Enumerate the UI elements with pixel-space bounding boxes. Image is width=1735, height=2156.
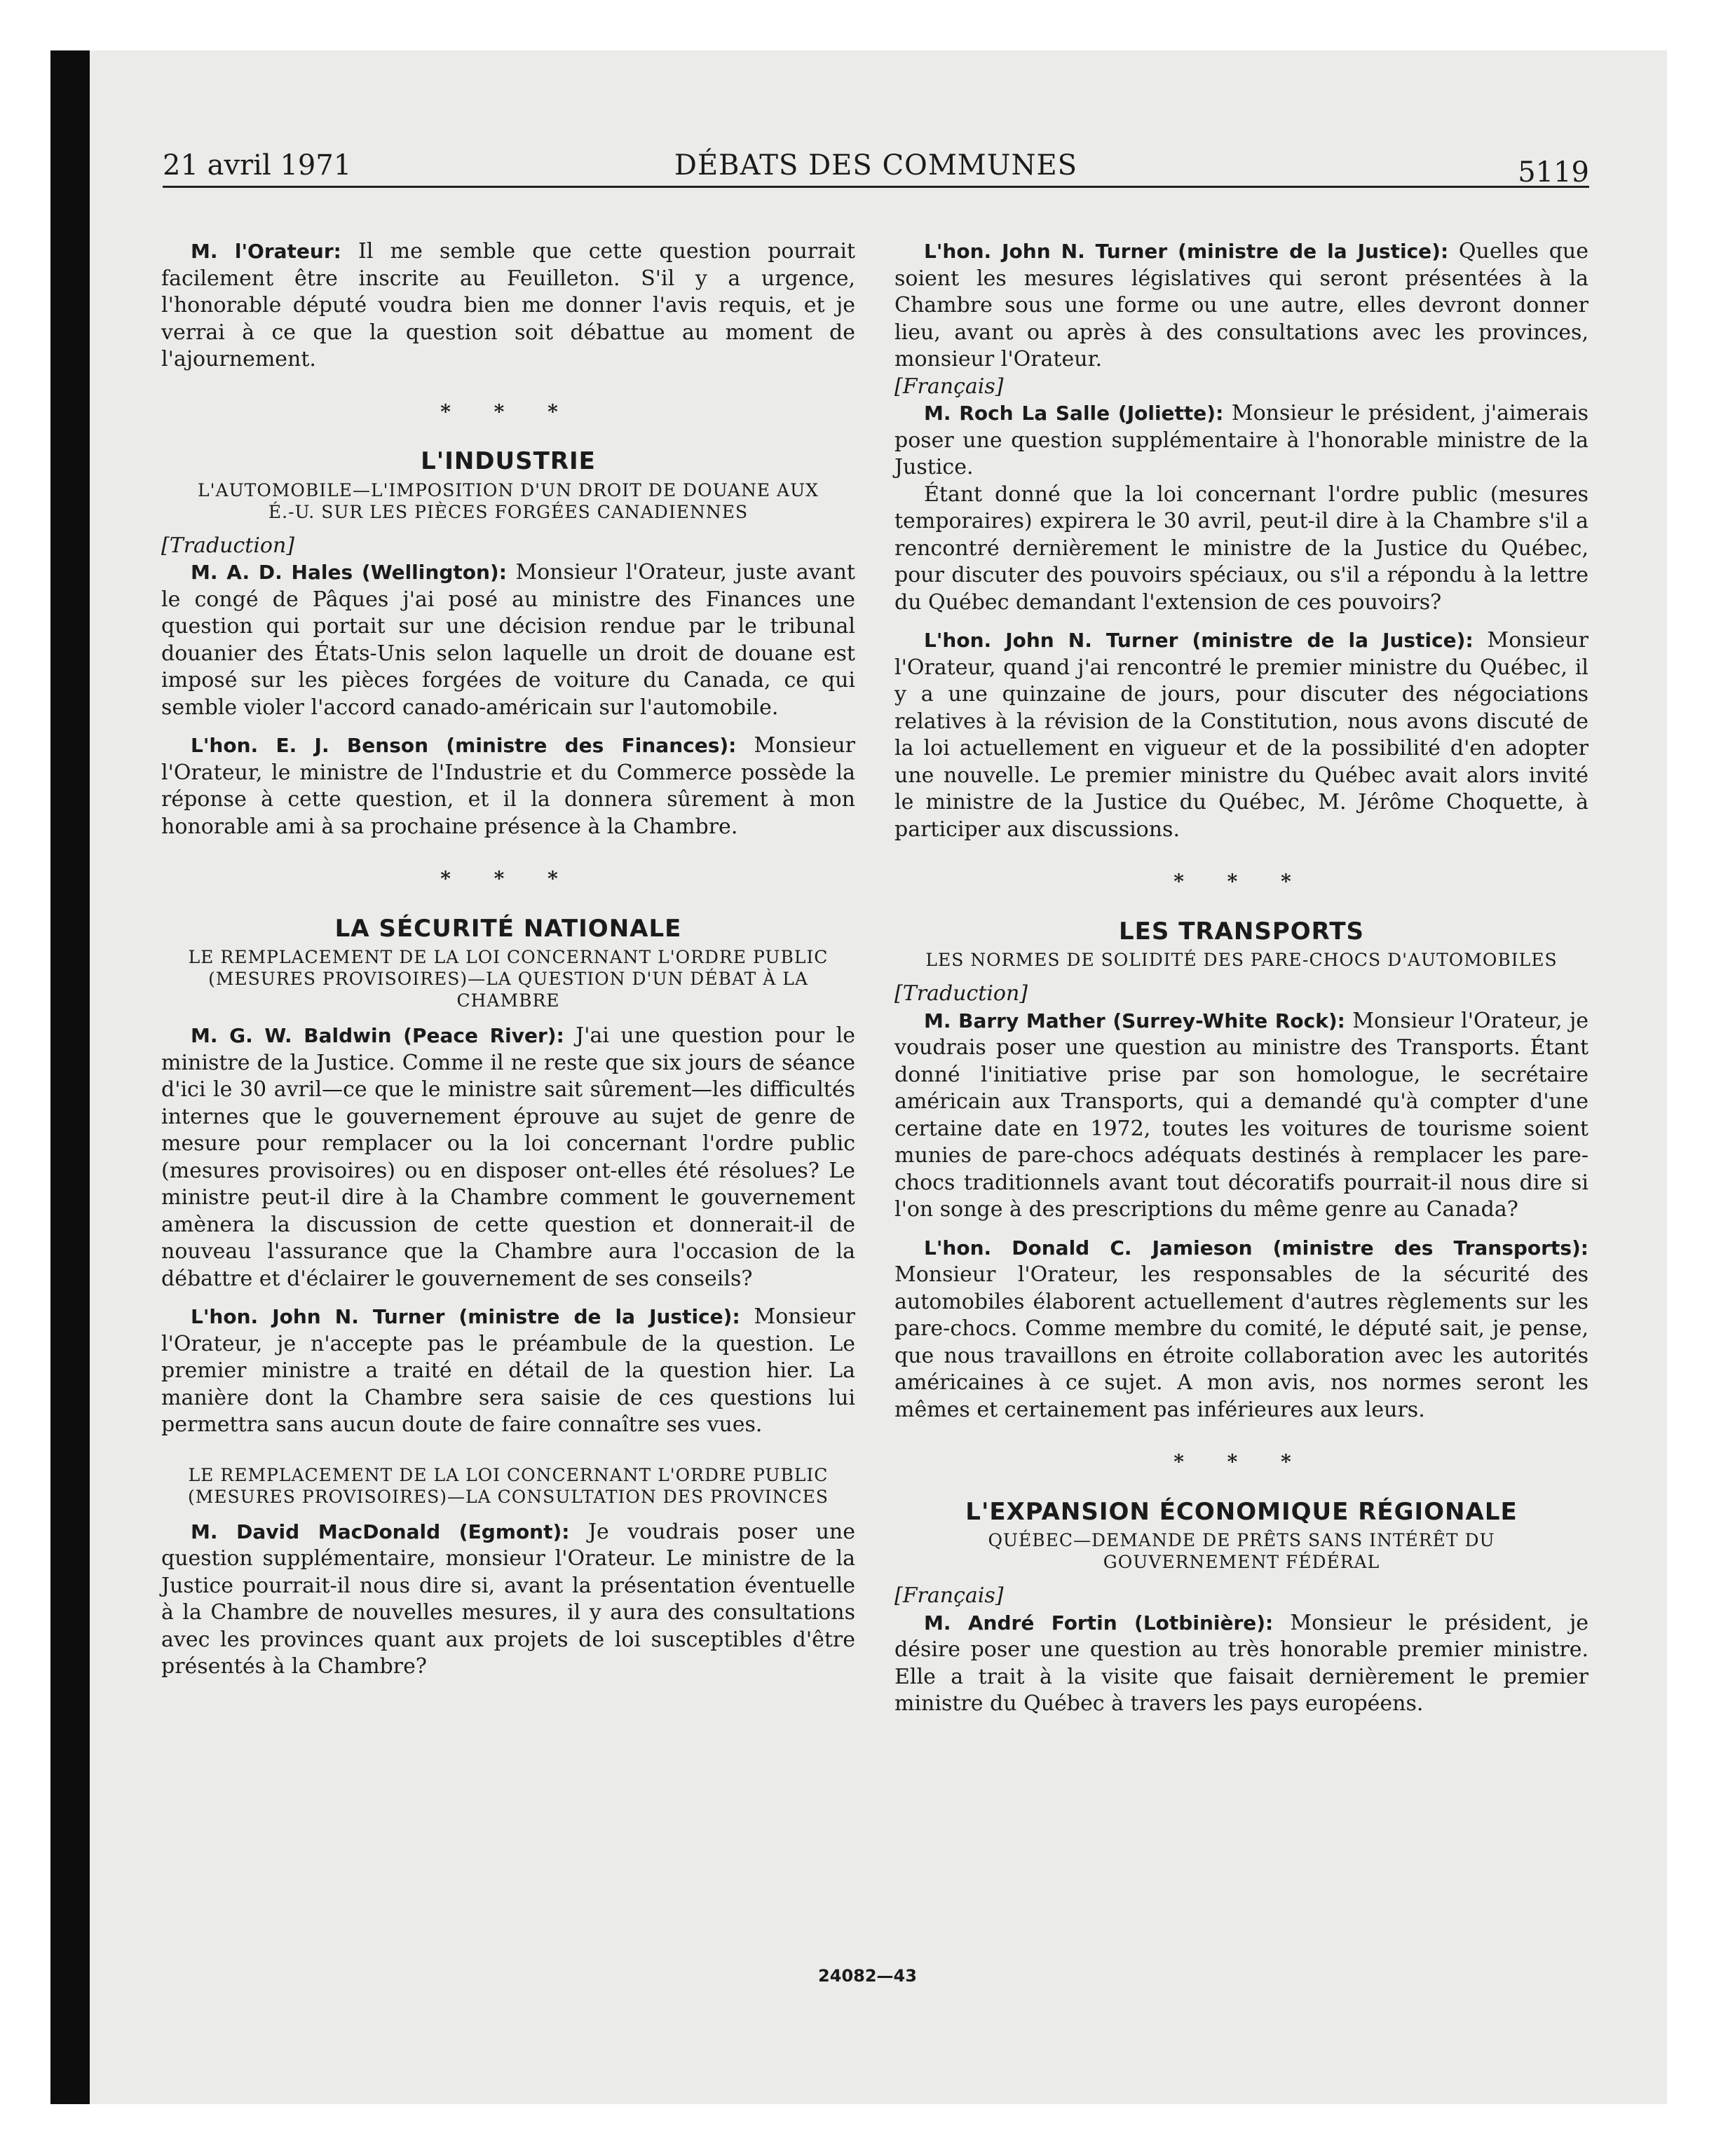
section-heading: LA SÉCURITÉ NATIONALE bbox=[334, 914, 682, 943]
page-number: 5119 bbox=[1518, 156, 1589, 189]
printer-signature: 24082—43 bbox=[818, 1966, 917, 1986]
scan-border bbox=[50, 50, 90, 2104]
paragraph-text: Étant donné que la loi concernant l'ordre public (mesures temporaires) expirera le 30 avril, peut-il dire à la Chambre s'il a rencontré dernièrement le ministre de la Justice du Québec, pour discuter des pouvoirs spéciaux, ou s'il a répondu à la lettre du Québec demandant l'extension de ces pouvoirs? bbox=[894, 482, 1588, 615]
speaker: M. l'Orateur: bbox=[191, 240, 341, 263]
paragraph bbox=[894, 1008, 1588, 1224]
subsection-heading: L'AUTOMOBILE—L'IMPOSITION D'UN DROIT DE DOUANE AUX É.-U. SUR LES PIÈCES FORGÉES CANADIENNES bbox=[198, 479, 819, 522]
paragraph-text: Monsieur l'Orateur, je n'accepte pas le préambule de la question. Le premier ministre a traité en détail de la question hier. La manière dont la Chambre sera saisie de ces questions lui permettra sans aucun doute de faire connaître ses vues. bbox=[161, 1304, 855, 1437]
speaker: L'hon. John N. Turner (ministre de la Justice): bbox=[924, 629, 1474, 652]
language-note: [Français] bbox=[894, 1583, 1004, 1608]
section-divider: * * * bbox=[440, 400, 576, 423]
paragraph bbox=[894, 482, 1588, 617]
speaker: M. G. W. Baldwin (Peace River): bbox=[191, 1024, 564, 1047]
section-divider: * * * bbox=[440, 867, 576, 890]
paragraph-text: Monsieur l'Orateur, quand j'ai rencontré le premier ministre du Québec, il y a une quinzaine de jours, pour discuter des négociations relatives à la révision de la Constitution, nous avons discuté de la loi actuellement en vigueur et de la possibilité d'en adopter une nouvelle. Le premier ministre du Québec avait alors invité le ministre de la Justice du Québec, M. Jérôme Choquette, à participer aux discussions. bbox=[894, 628, 1588, 842]
speaker: M. André Fortin (Lotbinière): bbox=[924, 1611, 1274, 1635]
subsection-heading: LE REMPLACEMENT DE LA LOI CONCERNANT L'ORDRE PUBLIC (MESURES PROVISOIRES)—LA CONSULTATION DES PROVINCES bbox=[187, 1464, 829, 1507]
speaker: M. Barry Mather (Surrey-White Rock): bbox=[924, 1009, 1345, 1032]
paragraph bbox=[894, 1610, 1588, 1718]
paragraph-text: Monsieur l'Orateur, le ministre de l'Industrie et du Commerce possède la réponse à cette question, et il la donnera sûrement à mon honorable ami à sa prochaine présence à la Chambre. bbox=[161, 733, 856, 839]
speaker: L'hon. John N. Turner (ministre de la Justice): bbox=[191, 1305, 740, 1328]
header-date: 21 avril 1971 bbox=[163, 149, 352, 182]
paragraph bbox=[161, 238, 855, 374]
paragraph bbox=[161, 559, 855, 721]
speaker: M. David MacDonald (Egmont): bbox=[191, 1520, 570, 1543]
paragraph-text: Il me semble que cette question pourrait facilement être inscrite au Feuilleton. S'il y a urgence, l'honorable député voudra bien me donner l'avis requis, et je verrai à ce que la question soit débattue au moment de l'ajournement. bbox=[161, 239, 855, 371]
paragraph-text: J'ai une question pour le ministre de la Justice. Comme il ne reste que six jours de séance d'ici le 30 avril—ce que le ministre sait sûrement—les difficultés internes que le gouvernement éprouve au sujet de genre de mesure pour remplacer ou la loi concernant l'ordre public (mesures provisoires) ou en disposer ont-elles été résolues? Le ministre peut-il dire à la Chambre comment le gouvernement amènera la discussion de cette question et donnerait-il de nouveau l'assurance que la Chambre aura l'occasion de la débattre et d'éclairer le gouvernement de ses conseils? bbox=[161, 1023, 855, 1291]
paragraph-text: Monsieur l'Orateur, les responsables de la sécurité des automobiles élaborent actuellement d'autres règlements sur les pare-chocs. Comme membre du comité, le député sait, je pense, que nous travaillons en étroite collaboration avec les autorités américaines à ce sujet. A mon avis, nos normes seront les mêmes et certainement pas inférieures aux leurs. bbox=[894, 1262, 1588, 1422]
paragraph bbox=[161, 1519, 855, 1681]
speaker: L'hon. John N. Turner (ministre de la Justice): bbox=[924, 240, 1449, 263]
section-heading: LES TRANSPORTS bbox=[1119, 917, 1364, 946]
paragraph bbox=[894, 238, 1588, 374]
paragraph-text: Quelles que soient les mesures législatives qui seront présentées à la Chambre sous une forme ou une autre, elles devront donner lieu, avant ou après à des consultations avec les provinces, monsieur l'Orateur. bbox=[894, 239, 1588, 371]
speaker: M. Roch La Salle (Joliette): bbox=[924, 402, 1224, 425]
paragraph bbox=[894, 400, 1588, 482]
paragraph bbox=[161, 732, 855, 840]
paragraph bbox=[894, 1235, 1588, 1424]
subsection-heading: QUÉBEC—DEMANDE DE PRÊTS SANS INTÉRÊT DU GOUVERNEMENT FÉDÉRAL bbox=[988, 1530, 1495, 1572]
section-divider: * * * bbox=[1173, 1450, 1309, 1473]
speaker: M. A. D. Hales (Wellington): bbox=[191, 561, 507, 584]
language-note: [Traduction] bbox=[161, 533, 295, 558]
section-divider: * * * bbox=[1173, 870, 1309, 893]
left-column bbox=[161, 238, 855, 1681]
paragraph bbox=[161, 1023, 855, 1292]
paragraph-text: Monsieur l'Orateur, juste avant le congé de Pâques j'ai posé au ministre des Finances une question qui portait sur une décision rendue par le tribunal douanier des États-Unis selon laquelle un droit de douane est imposé sur les pièces forgées de voiture du Canada, ce qui semble violer l'accord canado-américain sur l'automobile. bbox=[161, 560, 855, 720]
page-header bbox=[163, 144, 1589, 188]
paragraph-text: Je voudrais poser une question supplémentaire, monsieur l'Orateur. Le ministre de la Justice pourrait-il nous dire si, avant la présentation éventuelle à la Chambre de nouvelles mesures, il y aura des consultations avec les provinces quant aux projets de loi susceptibles d'être présentés à la Chambre? bbox=[161, 1519, 855, 1679]
subsection-heading: LES NORMES DE SOLIDITÉ DES PARE-CHOCS D'AUTOMOBILES bbox=[925, 950, 1558, 970]
language-note: [Français] bbox=[894, 374, 1004, 399]
paragraph bbox=[894, 627, 1588, 843]
paragraph-text: Monsieur l'Orateur, je voudrais poser une question au ministre des Transports. Étant donné l'initiative prise par son homologue, le secrétaire américain aux Transports, qui a demandé qu'à compter d'une certaine date en 1972, toutes les voitures de tourisme soient munies de pare-chocs adéquats destinés à remplacer les pare-chocs traditionnels avant tout décoratifs pourrait-il nous dire si l'on songe à des prescriptions du même genre au Canada? bbox=[894, 1008, 1588, 1222]
language-note: [Traduction] bbox=[894, 981, 1028, 1006]
section-heading: L'INDUSTRIE bbox=[421, 447, 596, 475]
speaker: L'hon. E. J. Benson (ministre des Finances): bbox=[191, 734, 737, 757]
section-heading: L'EXPANSION ÉCONOMIQUE RÉGIONALE bbox=[965, 1497, 1518, 1526]
paragraph-text: Monsieur le président, je désire poser une question au très honorable premier ministre. Elle a trait à la visite que faisait dernièrement le premier ministre du Québec à travers les pays européens. bbox=[894, 1610, 1589, 1716]
paragraph-text: Monsieur le président, j'aimerais poser une question supplémentaire à l'honorable ministre de la Justice. bbox=[894, 401, 1588, 479]
right-column bbox=[894, 238, 1588, 1718]
speaker: L'hon. Donald C. Jamieson (ministre des Transports): bbox=[924, 1236, 1588, 1260]
subsection-heading: LE REMPLACEMENT DE LA LOI CONCERNANT L'ORDRE PUBLIC (MESURES PROVISOIRES)—LA QUESTION D'UN DÉBAT À LA CHAMBRE bbox=[188, 947, 829, 1011]
header-title: DÉBATS DES COMMUNES bbox=[674, 149, 1078, 182]
paragraph bbox=[161, 1304, 855, 1439]
